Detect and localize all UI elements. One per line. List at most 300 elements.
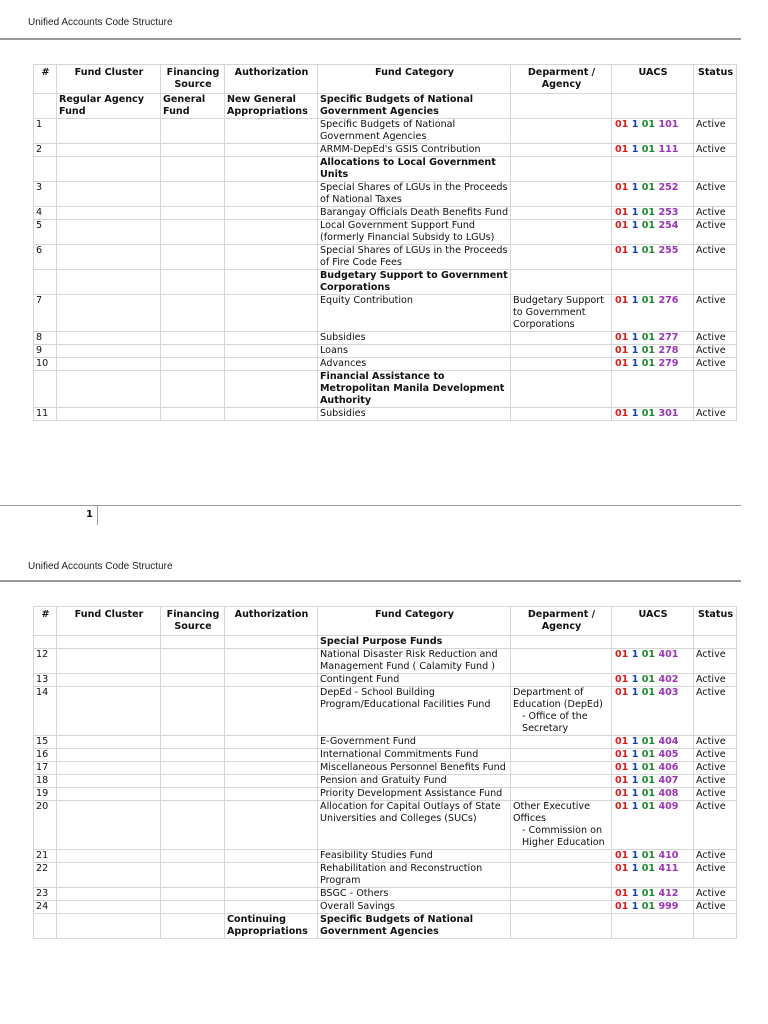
status-cell: Active [694,788,737,801]
uacs-code-part-2: 1 [631,863,639,874]
uacs-code-part-2: 1 [631,119,639,130]
status-cell [694,270,737,295]
uacs-code-part-4: 252 [658,182,679,193]
authorization-cell [225,220,318,245]
fund-category-cell: Local Government Support Fund (formerly Financial Subsidy to LGUs) [318,220,511,245]
fund-cluster-cell [57,220,161,245]
uacs-code-part-4: 254 [658,220,679,231]
table-row [34,888,737,901]
table-row [34,775,737,788]
department-cell [511,863,612,888]
department-cell [511,901,612,914]
financing-source-cell [161,207,225,220]
uacs-code-part-3: 01 [641,788,656,799]
table-row [34,245,737,270]
uacs-code-part-1: 01 [615,144,629,155]
table-row [34,371,737,408]
uacs-code-part-2: 1 [631,901,639,912]
uacs-code-part-4: 404 [658,736,679,747]
uacs-code-part-2: 1 [631,408,639,419]
department-name: Department of Education (DepEd) [513,687,603,710]
department-cell [511,801,612,850]
row-number: 17 [34,762,57,775]
fund-category-cell: DepEd - School Building Program/Educational Facilities Fund [318,687,511,736]
fund-category-cell: Barangay Officials Death Benefits Fund [318,207,511,220]
authorization-cell [225,888,318,901]
department-name: Budgetary Support to Government Corporations [513,295,604,330]
row-number: 2 [34,144,57,157]
uacs-code-cell [612,687,694,736]
uacs-code-part-2: 1 [631,801,639,812]
financing-source-cell [161,674,225,687]
department-cell [511,220,612,245]
page-number: 1 [86,509,93,520]
fund-cluster-cell [57,408,161,421]
fund-category-cell: International Commitments Fund [318,749,511,762]
financing-source-cell [161,345,225,358]
department-cell [511,371,612,408]
uacs-code-cell [612,270,694,295]
authorization-cell [225,345,318,358]
uacs-code-cell [612,775,694,788]
uacs-code-part-2: 1 [631,775,639,786]
financing-source-cell [161,649,225,674]
status-cell: Active [694,762,737,775]
row-number: 3 [34,182,57,207]
status-cell [694,94,737,119]
department-cell [511,736,612,749]
uacs-code-part-4: 301 [658,408,679,419]
fund-cluster-cell [57,888,161,901]
uacs-code-part-1: 01 [615,207,629,218]
uacs-code-cell [612,245,694,270]
uacs-code-part-3: 01 [641,749,656,760]
uacs-code-part-4: 409 [658,801,679,812]
uacs-code-part-4: 255 [658,245,679,256]
department-cell [511,345,612,358]
department-cell [511,636,612,649]
uacs-code-part-4: 412 [658,888,679,899]
department-cell [511,749,612,762]
uacs-code-cell [612,649,694,674]
row-number: 13 [34,674,57,687]
status-cell: Active [694,775,737,788]
financing-source-cell [161,687,225,736]
authorization-cell [225,119,318,144]
uacs-code-cell [612,220,694,245]
row-number: 9 [34,345,57,358]
col-header-fund-cluster: Fund Cluster [57,65,161,94]
uacs-code-part-3: 01 [641,332,656,343]
authorization-cell [225,801,318,850]
authorization-cell [225,901,318,914]
uacs-code-cell [612,157,694,182]
status-cell: Active [694,888,737,901]
department-cell [511,775,612,788]
fund-category-cell: Specific Budgets of National Government Agencies [318,119,511,144]
authorization-cell [225,850,318,863]
uacs-code-part-2: 1 [631,144,639,155]
department-cell [511,358,612,371]
header-divider [0,580,741,582]
financing-source-cell [161,901,225,914]
uacs-code-part-3: 01 [641,674,656,685]
uacs-code-part-3: 01 [641,687,656,698]
col-header-fund-cluster: Fund Cluster [57,607,161,636]
row-number: 8 [34,332,57,345]
table-row [34,636,737,649]
financing-source-cell [161,182,225,207]
department-cell [511,788,612,801]
authorization-cell [225,245,318,270]
status-cell: Active [694,119,737,144]
authorization-cell [225,863,318,888]
col-header-department: Deparment / Agency [511,607,612,636]
uacs-code-part-3: 01 [641,762,656,773]
uacs-code-part-1: 01 [615,888,629,899]
authorization-cell [225,207,318,220]
authorization-cell [225,687,318,736]
uacs-code-part-1: 01 [615,220,629,231]
page-header-title: Unified Accounts Code Structure [28,17,173,28]
uacs-code-cell [612,762,694,775]
uacs-code-cell [612,914,694,939]
uacs-code-part-3: 01 [641,358,656,369]
uacs-code-part-4: 253 [658,207,679,218]
uacs-code-part-1: 01 [615,687,629,698]
uacs-code-part-3: 01 [641,736,656,747]
table-row [34,914,737,939]
row-number [34,94,57,119]
uacs-code-part-4: 278 [658,345,679,356]
uacs-code-part-1: 01 [615,749,629,760]
uacs-code-part-2: 1 [631,850,639,861]
fund-category-cell: Overall Savings [318,901,511,914]
col-header-uacs: UACS [612,607,694,636]
uacs-code-part-2: 1 [631,674,639,685]
uacs-code-part-4: 276 [658,295,679,306]
authorization-cell [225,332,318,345]
col-header-financing-source: Financing Source [161,607,225,636]
uacs-code-part-3: 01 [641,220,656,231]
fund-category-cell: Advances [318,358,511,371]
status-cell: Active [694,295,737,332]
table-row [34,144,737,157]
uacs-code-part-1: 01 [615,408,629,419]
uacs-code-part-2: 1 [631,358,639,369]
uacs-code-part-4: 999 [658,901,679,912]
financing-source-cell [161,295,225,332]
department-cell [511,674,612,687]
fund-cluster-cell [57,736,161,749]
uacs-code-part-3: 01 [641,775,656,786]
row-number: 11 [34,408,57,421]
authorization-cell [225,295,318,332]
department-cell [511,850,612,863]
uacs-code-part-2: 1 [631,788,639,799]
uacs-code-part-3: 01 [641,850,656,861]
uacs-code-part-4: 411 [658,863,679,874]
fund-cluster-cell [57,358,161,371]
financing-source-cell [161,762,225,775]
table-row [34,207,737,220]
uacs-code-part-1: 01 [615,332,629,343]
uacs-code-cell [612,674,694,687]
page-number-divider [97,505,98,525]
fund-cluster-cell [57,687,161,736]
uacs-code-part-4: 403 [658,687,679,698]
uacs-code-cell [612,888,694,901]
uacs-code-cell [612,144,694,157]
department-cell [511,687,612,736]
fund-category-cell: Priority Development Assistance Fund [318,788,511,801]
fund-cluster-cell [57,371,161,408]
financing-source-cell: General Fund [161,94,225,119]
table-row [34,332,737,345]
status-cell [694,636,737,649]
fund-cluster-cell [57,863,161,888]
financing-source-cell [161,636,225,649]
col-header-department: Deparment / Agency [511,65,612,94]
status-cell: Active [694,358,737,371]
table-row [34,687,737,736]
uacs-code-cell [612,119,694,144]
fund-category-cell: Pension and Gratuity Fund [318,775,511,788]
col-header-fund-category: Fund Category [318,65,511,94]
fund-category-cell: Loans [318,345,511,358]
financing-source-cell [161,144,225,157]
uacs-table-page-1 [33,64,737,421]
authorization-cell [225,182,318,207]
row-number: 14 [34,687,57,736]
department-cell [511,649,612,674]
department-name: Other Executive Offices [513,801,590,824]
uacs-code-part-2: 1 [631,888,639,899]
col-header-num: # [34,607,57,636]
table-row [34,850,737,863]
row-number: 5 [34,220,57,245]
department-cell [511,270,612,295]
uacs-code-part-3: 01 [641,119,656,130]
authorization-cell [225,788,318,801]
uacs-code-part-3: 01 [641,649,656,660]
uacs-code-part-3: 01 [641,888,656,899]
col-header-status: Status [694,65,737,94]
table-row [34,270,737,295]
authorization-cell [225,144,318,157]
fund-cluster-cell [57,749,161,762]
uacs-code-part-4: 277 [658,332,679,343]
status-cell: Active [694,801,737,850]
fund-category-cell: Allocations to Local Government Units [318,157,511,182]
uacs-code-part-3: 01 [641,408,656,419]
uacs-code-cell [612,332,694,345]
status-cell [694,371,737,408]
fund-cluster-cell [57,914,161,939]
status-cell: Active [694,220,737,245]
uacs-code-part-1: 01 [615,119,629,130]
col-header-financing-source: Financing Source [161,65,225,94]
row-number: 22 [34,863,57,888]
col-header-uacs: UACS [612,65,694,94]
fund-category-cell: Budgetary Support to Government Corporations [318,270,511,295]
uacs-code-part-4: 101 [658,119,679,130]
uacs-code-cell [612,636,694,649]
uacs-code-part-1: 01 [615,801,629,812]
uacs-code-part-4: 111 [658,144,679,155]
uacs-code-cell [612,345,694,358]
status-cell: Active [694,674,737,687]
row-number: 20 [34,801,57,850]
uacs-code-part-4: 410 [658,850,679,861]
financing-source-cell [161,408,225,421]
table-row [34,801,737,850]
col-header-status: Status [694,607,737,636]
fund-cluster-cell [57,345,161,358]
fund-cluster-cell [57,801,161,850]
department-cell [511,762,612,775]
uacs-code-cell [612,850,694,863]
status-cell: Active [694,345,737,358]
fund-category-cell: Rehabilitation and Reconstruction Program [318,863,511,888]
uacs-code-cell [612,863,694,888]
table-row [34,119,737,144]
fund-category-cell: National Disaster Risk Reduction and Management Fund ( Calamity Fund ) [318,649,511,674]
authorization-cell [225,157,318,182]
department-cell [511,94,612,119]
department-cell [511,182,612,207]
status-cell: Active [694,408,737,421]
fund-category-cell: E-Government Fund [318,736,511,749]
table-row [34,345,737,358]
fund-category-cell: BSGC - Others [318,888,511,901]
uacs-code-cell [612,901,694,914]
table-row [34,408,737,421]
fund-category-cell: Contingent Fund [318,674,511,687]
fund-cluster-cell [57,775,161,788]
department-cell [511,888,612,901]
fund-category-cell: Financial Assistance to Metropolitan Manila Development Authority [318,371,511,408]
col-header-authorization: Authorization [225,65,318,94]
uacs-code-part-1: 01 [615,295,629,306]
authorization-cell: Continuing Appropriations [225,914,318,939]
uacs-code-part-4: 407 [658,775,679,786]
uacs-code-part-2: 1 [631,332,639,343]
status-cell: Active [694,649,737,674]
department-office: - Office of the Secretary [522,711,588,734]
status-cell: Active [694,736,737,749]
department-cell [511,408,612,421]
financing-source-cell [161,863,225,888]
financing-source-cell [161,358,225,371]
fund-cluster-cell [57,144,161,157]
row-number [34,914,57,939]
col-header-authorization: Authorization [225,607,318,636]
department-cell [511,245,612,270]
table-row [34,94,737,119]
table-row [34,295,737,332]
uacs-code-part-3: 01 [641,182,656,193]
uacs-code-part-4: 402 [658,674,679,685]
financing-source-cell [161,749,225,762]
uacs-code-part-1: 01 [615,649,629,660]
fund-category-cell: Specific Budgets of National Government Agencies [318,914,511,939]
table-row [34,674,737,687]
uacs-code-part-3: 01 [641,245,656,256]
fund-cluster-cell [57,119,161,144]
uacs-code-part-4: 405 [658,749,679,760]
status-cell: Active [694,207,737,220]
uacs-code-part-1: 01 [615,358,629,369]
uacs-code-part-1: 01 [615,245,629,256]
authorization-cell [225,371,318,408]
row-number: 1 [34,119,57,144]
row-number: 24 [34,901,57,914]
uacs-code-cell [612,788,694,801]
financing-source-cell [161,801,225,850]
page-header-title: Unified Accounts Code Structure [28,561,173,572]
fund-category-cell: ARMM-DepEd's GSIS Contribution [318,144,511,157]
department-cell [511,207,612,220]
table-row [34,182,737,207]
financing-source-cell [161,788,225,801]
status-cell: Active [694,245,737,270]
uacs-code-part-4: 279 [658,358,679,369]
row-number [34,371,57,408]
uacs-code-cell [612,94,694,119]
uacs-code-cell [612,207,694,220]
row-number: 12 [34,649,57,674]
table-body [34,636,737,939]
uacs-code-part-1: 01 [615,345,629,356]
table-row [34,749,737,762]
table-row [34,649,737,674]
uacs-code-part-1: 01 [615,674,629,685]
status-cell: Active [694,144,737,157]
fund-cluster-cell [57,245,161,270]
authorization-cell [225,649,318,674]
uacs-code-part-2: 1 [631,749,639,760]
fund-cluster-cell [57,901,161,914]
uacs-code-part-1: 01 [615,788,629,799]
uacs-code-cell [612,182,694,207]
fund-cluster-cell [57,207,161,220]
header-divider [0,38,741,40]
fund-category-cell: Specific Budgets of National Government Agencies [318,94,511,119]
uacs-code-cell [612,749,694,762]
uacs-code-part-3: 01 [641,801,656,812]
uacs-code-part-1: 01 [615,736,629,747]
row-number: 18 [34,775,57,788]
uacs-code-cell [612,801,694,850]
authorization-cell [225,408,318,421]
row-number [34,157,57,182]
status-cell: Active [694,901,737,914]
uacs-code-part-2: 1 [631,762,639,773]
uacs-code-part-3: 01 [641,863,656,874]
fund-category-cell: Special Shares of LGUs in the Proceeds of Fire Code Fees [318,245,511,270]
authorization-cell [225,775,318,788]
uacs-table-page-2 [33,606,737,939]
status-cell: Active [694,863,737,888]
department-cell [511,119,612,144]
fund-category-cell: Feasibility Studies Fund [318,850,511,863]
financing-source-cell [161,245,225,270]
fund-category-cell: Equity Contribution [318,295,511,332]
row-number: 15 [34,736,57,749]
table-row [34,901,737,914]
row-number [34,636,57,649]
